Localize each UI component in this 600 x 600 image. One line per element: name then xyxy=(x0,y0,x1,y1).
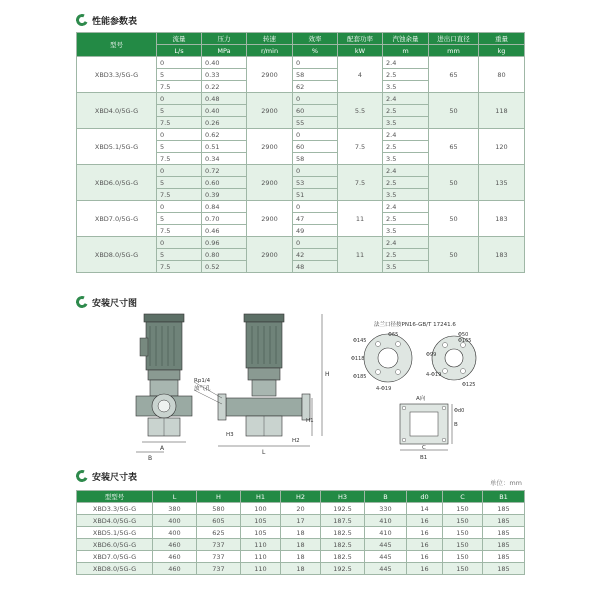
dim-cell-value: 182.5 xyxy=(321,539,365,551)
perf-unit-weight: kg xyxy=(479,45,525,57)
dim-row xyxy=(77,503,525,515)
cell-npsh: 3.5 xyxy=(383,117,429,129)
dim-cell-value: 410 xyxy=(365,515,407,527)
cell-npsh: 2.5 xyxy=(383,105,429,117)
cell-weight: 80 xyxy=(479,57,525,93)
section-title-text: 性能参数表 xyxy=(92,16,138,27)
cell-model: XBD5.1/5G-G xyxy=(77,129,157,165)
cell-npsh: 3.5 xyxy=(383,225,429,237)
dim-cell-value: 400 xyxy=(153,527,197,539)
dim-cell-value: 185 xyxy=(483,539,525,551)
cell-pressure: 0.34 xyxy=(202,153,247,165)
dim-cell-value: 18 xyxy=(281,527,321,539)
cell-power: 7.5 xyxy=(338,165,383,201)
dim-cell-value: 185 xyxy=(483,503,525,515)
c-logo-icon xyxy=(74,12,89,27)
dim-cell-value: 185 xyxy=(483,551,525,563)
cell-weight: 183 xyxy=(479,237,525,273)
cell-efficiency: 0 xyxy=(293,237,338,249)
dim-cell-value: 105 xyxy=(241,515,281,527)
dim-cell-value: 18 xyxy=(281,551,321,563)
cell-flow: 7.5 xyxy=(157,117,202,129)
unit-note: 单位：mm xyxy=(489,479,522,487)
dim-l: L xyxy=(262,449,266,456)
cell-npsh: 2.5 xyxy=(383,177,429,189)
dim-cell-value: 150 xyxy=(443,539,483,551)
cell-npsh: 3.5 xyxy=(383,189,429,201)
dim-row xyxy=(77,551,525,563)
cell-npsh: 2.5 xyxy=(383,141,429,153)
base-plate-view xyxy=(400,394,464,461)
cell-npsh: 2.5 xyxy=(383,213,429,225)
cell-pressure: 0.22 xyxy=(202,81,247,93)
cell-efficiency: 60 xyxy=(293,141,338,153)
cell-flow: 7.5 xyxy=(157,189,202,201)
cell-flow: 0 xyxy=(157,165,202,177)
cell-pressure: 0.72 xyxy=(202,165,247,177)
cell-flow: 5 xyxy=(157,249,202,261)
dim-header-cell: B1 xyxy=(483,491,525,503)
cell-efficiency: 47 xyxy=(293,213,338,225)
cell-npsh: 2.4 xyxy=(383,129,429,141)
dim-cell-value: 410 xyxy=(365,527,407,539)
perf-header-speed: 转速 xyxy=(247,33,293,45)
dim-cell-value: 150 xyxy=(443,551,483,563)
dim-header-cell: H1 xyxy=(241,491,281,503)
perf-header-weight: 重量 xyxy=(479,33,525,45)
cell-pressure: 0.70 xyxy=(202,213,247,225)
dim-header-cell: L xyxy=(153,491,197,503)
cell-npsh: 2.4 xyxy=(383,237,429,249)
cell-pressure: 0.96 xyxy=(202,237,247,249)
section-performance-title xyxy=(76,12,137,28)
dim-cell-value: 182.5 xyxy=(321,527,365,539)
document-page xyxy=(66,0,528,600)
dim-cell-value: 110 xyxy=(241,539,281,551)
cell-flow: 7.5 xyxy=(157,81,202,93)
dim-cell-value: 605 xyxy=(197,515,241,527)
cell-npsh: 2.4 xyxy=(383,201,429,213)
cell-model: XBD8.0/5G-G xyxy=(77,237,157,273)
dn50-bolts: 4-Φ19 xyxy=(426,372,442,378)
dim-b: B xyxy=(148,455,153,462)
cell-flow: 7.5 xyxy=(157,225,202,237)
cell-efficiency: 58 xyxy=(293,69,338,81)
cell-pressure: 0.80 xyxy=(202,249,247,261)
dim-cell-value: 105 xyxy=(241,527,281,539)
cell-speed: 2900 xyxy=(247,201,293,237)
cell-efficiency: 58 xyxy=(293,153,338,165)
dn65-bolts: 4-Φ19 xyxy=(376,386,392,392)
dn65-raised-face: Φ118 xyxy=(351,356,365,362)
dim-cell-model: XBD5.1/5G-G xyxy=(77,527,153,539)
dim-header-cell: H xyxy=(197,491,241,503)
dim-cell-value: 192.5 xyxy=(321,563,365,575)
cell-model: XBD6.0/5G-G xyxy=(77,165,157,201)
dim-cell-value: 737 xyxy=(197,563,241,575)
perf-row xyxy=(77,93,525,105)
dim-cell-value: 330 xyxy=(365,503,407,515)
perf-header-diameter: 进出口直径 xyxy=(429,33,479,45)
dn50-raised-face: Φ99 xyxy=(426,352,437,358)
section-title-text: 安装尺寸表 xyxy=(92,472,138,483)
perf-unit-power: kW xyxy=(338,45,383,57)
dim-cell-value: 110 xyxy=(241,551,281,563)
cell-flow: 7.5 xyxy=(157,153,202,165)
flange-note: 法兰口径按PN16-GB/T 17241.6 xyxy=(374,322,456,328)
dim-cell-value: 100 xyxy=(241,503,281,515)
dim-header-cell: C xyxy=(443,491,483,503)
cell-diameter: 50 xyxy=(429,237,479,273)
perf-header-pressure: 压力 xyxy=(202,33,247,45)
cell-flow: 0 xyxy=(157,237,202,249)
dim-header-cell: H2 xyxy=(281,491,321,503)
cell-power: 5.5 xyxy=(338,93,383,129)
section-title-text: 安装尺寸图 xyxy=(92,298,138,309)
perf-row xyxy=(77,201,525,213)
cell-pressure: 0.60 xyxy=(202,177,247,189)
cell-efficiency: 0 xyxy=(293,129,338,141)
dim-cell-value: 150 xyxy=(443,563,483,575)
dim-cell-value: 580 xyxy=(197,503,241,515)
dim-cell-value: 150 xyxy=(443,515,483,527)
cell-efficiency: 0 xyxy=(293,165,338,177)
dimension-table xyxy=(76,490,525,575)
dim-row xyxy=(77,527,525,539)
dim-cell-value: 185 xyxy=(483,527,525,539)
dim-h3: H3 xyxy=(226,432,234,438)
perf-unit-diameter: mm xyxy=(429,45,479,57)
dim-c: C xyxy=(422,445,426,451)
dim-cell-value: 150 xyxy=(443,527,483,539)
dim-cell-value: 150 xyxy=(443,503,483,515)
dim-cell-value: 445 xyxy=(365,563,407,575)
perf-row xyxy=(77,129,525,141)
cell-npsh: 2.5 xyxy=(383,69,429,81)
cell-efficiency: 42 xyxy=(293,249,338,261)
dim-cell-value: 400 xyxy=(153,515,197,527)
cell-pressure: 0.40 xyxy=(202,57,247,69)
dn65-od: Φ185 xyxy=(353,374,367,380)
section-dimension-title xyxy=(76,468,137,484)
dim-h2: H2 xyxy=(292,438,300,444)
cell-npsh: 2.5 xyxy=(383,249,429,261)
dim-row xyxy=(77,515,525,527)
cell-flow: 0 xyxy=(157,201,202,213)
cell-efficiency: 51 xyxy=(293,189,338,201)
cell-efficiency: 0 xyxy=(293,201,338,213)
cell-flow: 5 xyxy=(157,177,202,189)
cell-pressure: 0.26 xyxy=(202,117,247,129)
label-view-a: A向 xyxy=(416,396,426,402)
dim-cell-model: XBD7.0/5G-G xyxy=(77,551,153,563)
cell-npsh: 3.5 xyxy=(383,81,429,93)
cell-diameter: 50 xyxy=(429,165,479,201)
cell-flow: 5 xyxy=(157,213,202,225)
dim-cell-value: 17 xyxy=(281,515,321,527)
cell-npsh: 3.5 xyxy=(383,261,429,273)
perf-header-efficiency: 效率 xyxy=(293,33,338,45)
dim-cell-value: 18 xyxy=(281,563,321,575)
performance-table xyxy=(76,32,525,273)
dim-header-cell: B xyxy=(365,491,407,503)
dim-cell-value: 192.5 xyxy=(321,503,365,515)
cell-efficiency: 0 xyxy=(293,93,338,105)
dim-cell-value: 16 xyxy=(407,539,443,551)
dim-cell-value: 460 xyxy=(153,551,197,563)
perf-row xyxy=(77,57,525,69)
dn50-od: Φ165 xyxy=(458,338,472,344)
dim-cell-value: 460 xyxy=(153,539,197,551)
cell-flow: 5 xyxy=(157,69,202,81)
cell-pressure: 0.48 xyxy=(202,93,247,105)
c-logo-icon xyxy=(74,294,89,309)
cell-flow: 5 xyxy=(157,141,202,153)
cell-flow: 0 xyxy=(157,129,202,141)
cell-diameter: 65 xyxy=(429,129,479,165)
cell-speed: 2900 xyxy=(247,237,293,273)
perf-row xyxy=(77,165,525,177)
dim-cell-value: 16 xyxy=(407,527,443,539)
dim-cell-value: 187.5 xyxy=(321,515,365,527)
pump-side-view xyxy=(194,314,310,436)
dn50-pcd: Φ125 xyxy=(462,382,476,388)
dim-cell-value: 445 xyxy=(365,539,407,551)
cell-weight: 135 xyxy=(479,165,525,201)
cell-npsh: 3.5 xyxy=(383,153,429,165)
cell-npsh: 2.4 xyxy=(383,57,429,69)
dim-cell-value: 737 xyxy=(197,551,241,563)
installation-drawing xyxy=(76,312,524,462)
dim-cell-value: 380 xyxy=(153,503,197,515)
cell-power: 11 xyxy=(338,237,383,273)
label-pressure-port: Rp1/4 xyxy=(194,378,211,384)
dim-cell-value: 737 xyxy=(197,539,241,551)
cell-pressure: 0.39 xyxy=(202,189,247,201)
dim-b1: B1 xyxy=(420,455,428,461)
dim-h: H xyxy=(325,371,330,378)
cell-flow: 7.5 xyxy=(157,261,202,273)
cell-model: XBD4.0/5G-G xyxy=(77,93,157,129)
dim-cell-value: 185 xyxy=(483,563,525,575)
cell-flow: 0 xyxy=(157,57,202,69)
cell-diameter: 50 xyxy=(429,201,479,237)
dim-cell-value: 16 xyxy=(407,563,443,575)
cell-efficiency: 62 xyxy=(293,81,338,93)
perf-unit-efficiency: % xyxy=(293,45,338,57)
cell-pressure: 0.51 xyxy=(202,141,247,153)
dim-cell-value: 110 xyxy=(241,563,281,575)
dim-header-row xyxy=(77,491,525,503)
cell-npsh: 2.4 xyxy=(383,93,429,105)
cell-npsh: 2.4 xyxy=(383,165,429,177)
cell-pressure: 0.62 xyxy=(202,129,247,141)
perf-row xyxy=(77,237,525,249)
cell-diameter: 50 xyxy=(429,93,479,129)
cell-pressure: 0.40 xyxy=(202,105,247,117)
cell-flow: 5 xyxy=(157,105,202,117)
cell-efficiency: 53 xyxy=(293,177,338,189)
dim-cell-value: 14 xyxy=(407,503,443,515)
dim-cell-model: XBD4.0/5G-G xyxy=(77,515,153,527)
pump-front-view xyxy=(136,314,192,436)
cell-pressure: 0.46 xyxy=(202,225,247,237)
section-drawing-title xyxy=(76,294,137,310)
perf-header-flow: 流量 xyxy=(157,33,202,45)
dim-header-cell: d0 xyxy=(407,491,443,503)
dim-cell-model: XBD8.0/5G-G xyxy=(77,563,153,575)
front-view-dimensions xyxy=(136,442,186,462)
cell-power: 11 xyxy=(338,201,383,237)
cell-weight: 183 xyxy=(479,201,525,237)
perf-header-model: 型号 xyxy=(77,33,157,57)
dim-cell-value: 185 xyxy=(483,515,525,527)
dim-row xyxy=(77,539,525,551)
dim-header-cell: H3 xyxy=(321,491,365,503)
dn65-bore: Φ65 xyxy=(388,332,399,338)
dim-cell-model: XBD3.3/5G-G xyxy=(77,503,153,515)
cell-power: 7.5 xyxy=(338,129,383,165)
dim-h1: H1 xyxy=(306,418,314,424)
perf-unit-pressure: MPa xyxy=(202,45,247,57)
cell-efficiency: 60 xyxy=(293,105,338,117)
cell-speed: 2900 xyxy=(247,93,293,129)
perf-unit-npsh: m xyxy=(383,45,429,57)
cell-speed: 2900 xyxy=(247,165,293,201)
dim-cell-value: 18 xyxy=(281,539,321,551)
cell-model: XBD3.3/5G-G xyxy=(77,57,157,93)
dim-cell-value: 182.5 xyxy=(321,551,365,563)
dim-header-cell: 型型号 xyxy=(77,491,153,503)
dim-a: A xyxy=(160,445,165,452)
dim-cell-value: 625 xyxy=(197,527,241,539)
cell-speed: 2900 xyxy=(247,57,293,93)
dim-row xyxy=(77,563,525,575)
dim-cell-model: XBD6.0/5G-G xyxy=(77,539,153,551)
cell-power: 4 xyxy=(338,57,383,93)
cell-weight: 120 xyxy=(479,129,525,165)
dim-cell-value: 16 xyxy=(407,515,443,527)
cell-pressure: 0.33 xyxy=(202,69,247,81)
dim-cell-value: 16 xyxy=(407,551,443,563)
perf-header-power: 配套功率 xyxy=(338,33,383,45)
dim-cell-value: 20 xyxy=(281,503,321,515)
dim-d0: Φd0 xyxy=(454,408,465,414)
cell-efficiency: 48 xyxy=(293,261,338,273)
cell-speed: 2900 xyxy=(247,129,293,165)
cell-pressure: 0.84 xyxy=(202,201,247,213)
dn65-pcd: Φ145 xyxy=(353,338,367,344)
cell-flow: 0 xyxy=(157,93,202,105)
cell-efficiency: 55 xyxy=(293,117,338,129)
dim-cell-value: 445 xyxy=(365,551,407,563)
cell-pressure: 0.52 xyxy=(202,261,247,273)
perf-unit-speed: r/min xyxy=(247,45,293,57)
cell-weight: 118 xyxy=(479,93,525,129)
flange-dn50 xyxy=(426,332,476,388)
cell-model: XBD7.0/5G-G xyxy=(77,201,157,237)
cell-efficiency: 49 xyxy=(293,225,338,237)
cell-diameter: 65 xyxy=(429,57,479,93)
perf-unit-flow: L/s xyxy=(157,45,202,57)
dim-cell-value: 460 xyxy=(153,563,197,575)
perf-header-row xyxy=(77,33,525,45)
dn50-bore: Φ50 xyxy=(458,332,469,338)
label-vent: 放气孔 xyxy=(194,386,211,392)
flange-dn65 xyxy=(351,332,412,392)
cell-efficiency: 0 xyxy=(293,57,338,69)
dim-b-side: B xyxy=(454,422,458,428)
c-logo-icon xyxy=(74,468,89,483)
perf-header-npsh: 汽蚀余量 xyxy=(383,33,429,45)
